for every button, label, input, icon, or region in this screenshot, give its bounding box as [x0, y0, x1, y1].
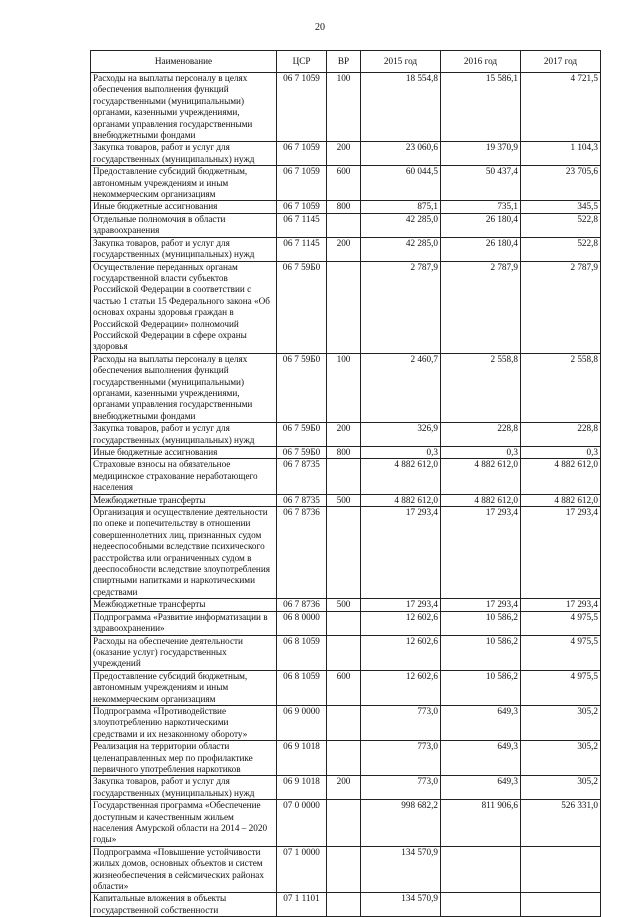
cell-2017	[521, 846, 601, 893]
cell-2017: 4 975,5	[521, 670, 601, 705]
cell-2015: 4 882 612,0	[361, 494, 441, 506]
header-name: Наименование	[91, 51, 277, 73]
cell-csr: 06 8 1059	[277, 635, 327, 670]
cell-vr: 500	[327, 494, 361, 506]
cell-name: Подпрограмма «Развитие информатизации в здравоохранении»	[91, 611, 277, 635]
cell-csr: 07 1 0000	[277, 846, 327, 893]
cell-2017: 4 975,5	[521, 635, 601, 670]
table-row	[91, 846, 601, 893]
cell-2016: 17 293,4	[441, 507, 521, 599]
cell-csr: 06 9 0000	[277, 705, 327, 740]
cell-2016: 19 370,9	[441, 142, 521, 166]
cell-2017: 305,2	[521, 705, 601, 740]
table-row	[91, 741, 601, 776]
cell-2016	[441, 846, 521, 893]
cell-vr: 200	[327, 776, 361, 800]
cell-vr: 800	[327, 447, 361, 459]
table-row	[91, 201, 601, 213]
cell-vr: 500	[327, 599, 361, 611]
table-row	[91, 459, 601, 494]
cell-2016: 4 882 612,0	[441, 459, 521, 494]
cell-2017: 2 558,8	[521, 353, 601, 422]
cell-vr: 200	[327, 423, 361, 447]
cell-2017: 522,8	[521, 237, 601, 261]
cell-2015: 773,0	[361, 705, 441, 740]
cell-name: Закупка товаров, работ и услуг для государственных (муниципальных) нужд	[91, 142, 277, 166]
cell-2016: 26 180,4	[441, 213, 521, 237]
cell-2017: 2 787,9	[521, 261, 601, 353]
cell-2015: 12 602,6	[361, 611, 441, 635]
cell-2015: 18 554,8	[361, 73, 441, 142]
cell-vr	[327, 635, 361, 670]
cell-csr: 06 7 8736	[277, 507, 327, 599]
cell-name: Межбюджетные трансферты	[91, 599, 277, 611]
cell-csr: 06 7 8736	[277, 599, 327, 611]
table-row	[91, 261, 601, 353]
cell-vr	[327, 459, 361, 494]
cell-csr: 07 1 1101	[277, 893, 327, 917]
cell-vr	[327, 741, 361, 776]
cell-name: Подпрограмма «Противодействие злоупотреблению наркотическими средствами и их незаконному обороту»	[91, 705, 277, 740]
cell-vr	[327, 846, 361, 893]
table-row	[91, 142, 601, 166]
cell-2016: 0,3	[441, 447, 521, 459]
cell-name: Закупка товаров, работ и услуг для государственных (муниципальных) нужд	[91, 776, 277, 800]
cell-csr: 07 0 0000	[277, 800, 327, 847]
cell-2017: 1 104,3	[521, 142, 601, 166]
cell-2017: 0,3	[521, 447, 601, 459]
cell-2015: 875,1	[361, 201, 441, 213]
cell-2017: 228,8	[521, 423, 601, 447]
cell-2016: 17 293,4	[441, 599, 521, 611]
cell-2015: 12 602,6	[361, 635, 441, 670]
cell-2015: 42 285,0	[361, 213, 441, 237]
table-row	[91, 494, 601, 506]
cell-vr	[327, 507, 361, 599]
cell-2016: 735,1	[441, 201, 521, 213]
cell-csr: 06 8 1059	[277, 670, 327, 705]
cell-2015: 998 682,2	[361, 800, 441, 847]
cell-name: Расходы на выплаты персоналу в целях обеспечения выполнения функций государственными (муниципальными) органами, казенными учреждениями, органами управления государственными внебюджетными фондами	[91, 73, 277, 142]
cell-2015: 60 044,5	[361, 166, 441, 201]
cell-2016: 10 586,2	[441, 635, 521, 670]
table-row	[91, 166, 601, 201]
table-row	[91, 73, 601, 142]
cell-name: Межбюджетные трансферты	[91, 494, 277, 506]
cell-2017: 17 293,4	[521, 599, 601, 611]
cell-vr	[327, 800, 361, 847]
cell-name: Закупка товаров, работ и услуг для государственных (муниципальных) нужд	[91, 237, 277, 261]
cell-name: Иные бюджетные ассигнования	[91, 447, 277, 459]
table-row	[91, 213, 601, 237]
cell-2017: 305,2	[521, 741, 601, 776]
cell-csr: 06 7 1145	[277, 213, 327, 237]
table-row	[91, 635, 601, 670]
cell-csr: 06 7 1059	[277, 166, 327, 201]
cell-2017: 17 293,4	[521, 507, 601, 599]
cell-2016: 50 437,4	[441, 166, 521, 201]
cell-name: Подпрограмма «Повышение устойчивости жилых домов, основных объектов и систем жизнеобеспечения в сейсмических районах области»	[91, 846, 277, 893]
cell-csr: 06 7 59Б0	[277, 353, 327, 422]
cell-2015: 12 602,6	[361, 670, 441, 705]
page-number: 20	[315, 22, 325, 33]
cell-vr: 200	[327, 142, 361, 166]
cell-vr: 100	[327, 73, 361, 142]
cell-csr: 06 7 8735	[277, 459, 327, 494]
cell-2015: 0,3	[361, 447, 441, 459]
cell-2016: 2 558,8	[441, 353, 521, 422]
cell-csr: 06 8 0000	[277, 611, 327, 635]
cell-name: Страховые взносы на обязательное медицинское страхование неработающего населения	[91, 459, 277, 494]
table-row	[91, 237, 601, 261]
cell-2015: 17 293,4	[361, 507, 441, 599]
cell-vr: 800	[327, 201, 361, 213]
cell-csr: 06 7 1059	[277, 201, 327, 213]
cell-2015: 42 285,0	[361, 237, 441, 261]
cell-csr: 06 7 59Б0	[277, 447, 327, 459]
cell-name: Иные бюджетные ассигнования	[91, 201, 277, 213]
cell-2015: 2 787,9	[361, 261, 441, 353]
table-row	[91, 776, 601, 800]
table-header-row	[91, 51, 601, 73]
cell-name: Осуществление переданных органам государственной власти субъектов Российской Федерации в соответствии с частью 1 статьи 15 Федерального закона «Об основах охраны здоровья граждан в Российской Федерации» полномочий Российской Федерации в сфере охраны здоровья	[91, 261, 277, 353]
cell-vr	[327, 261, 361, 353]
cell-name: Капитальные вложения в объекты государственной собственности	[91, 893, 277, 917]
cell-2017: 4 882 612,0	[521, 459, 601, 494]
cell-vr: 200	[327, 237, 361, 261]
cell-csr: 06 7 8735	[277, 494, 327, 506]
cell-2017: 4 882 612,0	[521, 494, 601, 506]
cell-vr	[327, 213, 361, 237]
cell-2016: 649,3	[441, 741, 521, 776]
cell-2015: 17 293,4	[361, 599, 441, 611]
cell-name: Предоставление субсидий бюджетным, автономным учреждениям и иным некоммерческим организациям	[91, 166, 277, 201]
cell-2015: 134 570,9	[361, 893, 441, 917]
cell-2016: 649,3	[441, 776, 521, 800]
cell-2015: 773,0	[361, 741, 441, 776]
cell-name: Расходы на выплаты персоналу в целях обеспечения выполнения функций государственными (муниципальными) органами, казенными учреждениями, органами управления государственными внебюджетными фондами	[91, 353, 277, 422]
cell-2015: 2 460,7	[361, 353, 441, 422]
cell-vr: 600	[327, 166, 361, 201]
cell-2016: 26 180,4	[441, 237, 521, 261]
cell-csr: 06 7 59Б0	[277, 261, 327, 353]
cell-name: Предоставление субсидий бюджетным, автономным учреждениям и иным некоммерческим организациям	[91, 670, 277, 705]
cell-name: Расходы на обеспечение деятельности (оказание услуг) государственных учреждений	[91, 635, 277, 670]
table-row	[91, 800, 601, 847]
cell-2017: 522,8	[521, 213, 601, 237]
cell-vr	[327, 611, 361, 635]
table-row	[91, 447, 601, 459]
cell-csr: 06 7 1059	[277, 73, 327, 142]
cell-vr: 600	[327, 670, 361, 705]
cell-2016: 811 906,6	[441, 800, 521, 847]
header-2017: 2017 год	[521, 51, 601, 73]
cell-csr: 06 7 59Б0	[277, 423, 327, 447]
cell-name: Государственная программа «Обеспечение доступным и качественным жильем населения Амурской области на 2014 – 2020 годы»	[91, 800, 277, 847]
budget-table	[90, 50, 601, 917]
cell-csr: 06 7 1145	[277, 237, 327, 261]
cell-name: Закупка товаров, работ и услуг для государственных (муниципальных) нужд	[91, 423, 277, 447]
header-vr: ВР	[327, 51, 361, 73]
cell-name: Организация и осуществление деятельности по опеке и попечительству в отношении совершеннолетних лиц, признанных судом недееспособными вследствие психического расстройства или ограниченных судом в дееспособности вследствие злоупотребления спиртными напитками и наркотическими средствами	[91, 507, 277, 599]
cell-vr	[327, 705, 361, 740]
cell-2017: 305,2	[521, 776, 601, 800]
table-row	[91, 507, 601, 599]
cell-csr: 06 7 1059	[277, 142, 327, 166]
cell-2015: 773,0	[361, 776, 441, 800]
cell-name: Отдельные полномочия в области здравоохранения	[91, 213, 277, 237]
cell-2015: 134 570,9	[361, 846, 441, 893]
cell-2015: 326,9	[361, 423, 441, 447]
cell-name: Реализация на территории области целенаправленных мер по профилактике первичного употребления наркотиков	[91, 741, 277, 776]
table-row	[91, 423, 601, 447]
table-body	[91, 73, 601, 917]
cell-csr: 06 9 1018	[277, 776, 327, 800]
cell-2016: 4 882 612,0	[441, 494, 521, 506]
table-row	[91, 353, 601, 422]
cell-2016: 10 586,2	[441, 670, 521, 705]
cell-2016: 649,3	[441, 705, 521, 740]
table-row	[91, 670, 601, 705]
cell-vr: 100	[327, 353, 361, 422]
header-2016: 2016 год	[441, 51, 521, 73]
cell-2016: 15 586,1	[441, 73, 521, 142]
cell-2017: 4 721,5	[521, 73, 601, 142]
cell-2017: 345,5	[521, 201, 601, 213]
cell-2017: 526 331,0	[521, 800, 601, 847]
header-csr: ЦСР	[277, 51, 327, 73]
header-2015: 2015 год	[361, 51, 441, 73]
cell-csr: 06 9 1018	[277, 741, 327, 776]
cell-2017: 4 975,5	[521, 611, 601, 635]
cell-2015: 4 882 612,0	[361, 459, 441, 494]
table-row	[91, 705, 601, 740]
cell-2017: 23 705,6	[521, 166, 601, 201]
cell-2016: 10 586,2	[441, 611, 521, 635]
table-row	[91, 599, 601, 611]
cell-2015: 23 060,6	[361, 142, 441, 166]
cell-2016: 228,8	[441, 423, 521, 447]
cell-2016: 2 787,9	[441, 261, 521, 353]
table-row	[91, 611, 601, 635]
